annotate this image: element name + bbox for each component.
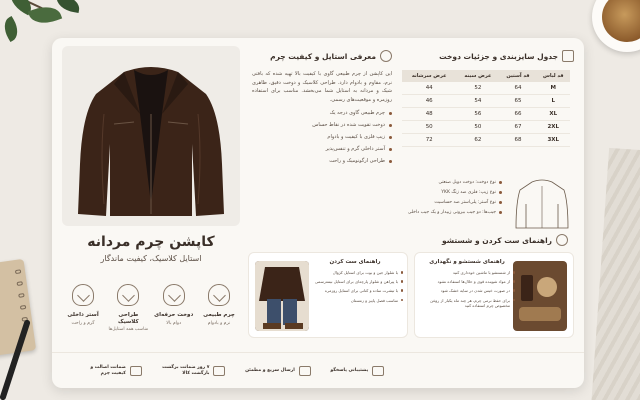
footer-bar [52, 352, 584, 388]
list-item: آستر داخلی گرم و تنفس‌پذیر [252, 146, 392, 152]
jacket-image [74, 54, 228, 222]
list-item: دوخت تقویت شده در نقاط حساس [252, 122, 392, 128]
styling-title: راهنمای ست کردن [329, 259, 381, 265]
plant-leaf [0, 16, 23, 42]
ruler-icon [562, 50, 574, 62]
list-item: با تیشرت ساده و کتانی برای استایل روزمره [307, 288, 403, 293]
care-products-image [513, 261, 567, 331]
list-item: با شلوار جین و بوت برای استایل کژوال [307, 270, 403, 275]
return-icon [213, 366, 225, 376]
intro-bullets [252, 110, 392, 164]
list-item: در صورت خیس شدن در سایه خشک شود [419, 288, 515, 293]
quality-badge-icon [380, 50, 392, 62]
fabric-cloth [591, 148, 640, 400]
feature-list [62, 284, 240, 346]
care-title: راهنمای ست کردن و شستشو [442, 235, 552, 245]
size-title: جدول سایزبندی و جزئیات دوخت [439, 51, 558, 61]
table-row: M 64 52 44 [402, 82, 570, 95]
size-table [402, 70, 570, 147]
list-item: از مواد شوینده قوی و حلال‌ها استفاده نشود [419, 279, 515, 284]
washing-title: راهنمای شستشو و نگهداری [429, 259, 505, 265]
list-item: با پیراهن و شلوار پارچه‌ای برای استایل نیمه‌رسمی [307, 279, 403, 284]
intro-section [252, 50, 392, 228]
footer-item: پشتیبانی پاسخگو [330, 366, 384, 376]
feature-item: آستر داخلی گرم و راحت [62, 284, 104, 346]
footer-item: ۷ روز ضمانت برگشت بازگشت کالا [161, 365, 225, 377]
jacket-sketch-icon [514, 178, 570, 232]
intro-paragraph: این کاپشن از چرم طبیعی گاوی با کیفیت بالا تهیه شده که بافتی نرم، مقاوم و بادوام دارد. طراحی کلاسیک و دوخت دقیق، ظاهری شیک و مردانه به استایل شما می‌بخشد. مناسب برای استفاده روزمره و موقعیت‌های رسمی. [252, 71, 392, 103]
badge-icon [130, 366, 142, 376]
footer-item: ارسال سریع و مطمئن [245, 366, 311, 376]
product-photo [62, 46, 240, 226]
table-header: عرض سرشانه [402, 70, 456, 82]
list-item: مناسب فصل پاییز و زمستان [307, 298, 403, 303]
list-item: نوع آستر: پلی‌استر ضد حساسیت [402, 200, 502, 205]
washing-card [414, 252, 574, 338]
list-item: جیب‌ها: دو جیب بیرونی زیپدار و یک جیب داخلی [402, 210, 502, 215]
table-header: قد آستین [499, 70, 536, 82]
outfit-image [255, 261, 309, 331]
coffee-cup [592, 0, 640, 52]
table-row: 2XL 67 50 50 [402, 121, 570, 134]
list-item: نوع دوخت: دوخت دوبل صنعتی [402, 180, 502, 185]
headset-icon [372, 366, 384, 376]
stitch-notes [402, 180, 502, 220]
product-panel [62, 46, 240, 346]
list-item: از شستشو با ماشین خودداری کنید [419, 270, 515, 275]
size-section [402, 50, 574, 228]
table-header: قد لباس [537, 70, 570, 82]
table-header: عرض سینه [456, 70, 499, 82]
jacket-icon [117, 284, 139, 306]
list-item: زیپ فلزی با کیفیت و بادوام [252, 134, 392, 140]
list-item: برای حفظ نرمی چرم، هر چند ماه یکبار از روغن مخصوص چرم استفاده کنید [419, 298, 515, 308]
list-item: چرم طبیعی گاوی درجه یک [252, 110, 392, 116]
table-row: L 65 54 46 [402, 95, 570, 108]
feature-item: دوخت حرفه‌ای دوام بالا [153, 284, 195, 346]
feature-item: چرم طبیعی نرم و بادوام [198, 284, 240, 346]
product-card [52, 38, 584, 388]
table-row: 3XL 68 62 72 [402, 134, 570, 147]
footer-item: ضمانت اصالت و کیفیت چرم [82, 365, 142, 377]
care-section [248, 234, 574, 342]
feature-item: طراحی کلاسیک مناسب همه استایل‌ها [107, 284, 149, 346]
product-title: کاپشن چرم مردانه [87, 234, 215, 250]
needle-icon [163, 284, 185, 306]
hanger-icon [556, 234, 568, 246]
styling-card [248, 252, 408, 338]
intro-title: معرفی استایل و کیفیت چرم [270, 51, 376, 61]
list-item: نوع زیپ: فلزی ضد زنگ YKK [402, 190, 502, 195]
list-item: طراحی ارگونومیک و راحت [252, 158, 392, 164]
shield-icon [72, 284, 94, 306]
truck-icon [299, 366, 311, 376]
table-row: XL 66 56 48 [402, 108, 570, 121]
product-subtitle: استایل کلاسیک، کیفیت ماندگار [100, 254, 202, 263]
leather-icon [208, 284, 230, 306]
